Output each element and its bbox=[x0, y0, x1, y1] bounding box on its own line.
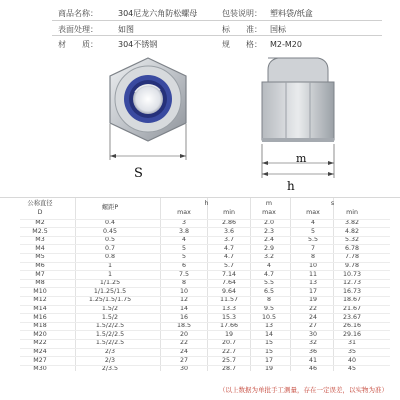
row-divider bbox=[20, 339, 390, 340]
table-cell: 7 bbox=[310, 244, 315, 252]
table-cell: 2/3.5 bbox=[101, 365, 119, 373]
table-cell: 4.82 bbox=[344, 227, 360, 235]
table-cell: 11 bbox=[308, 270, 317, 278]
table-cell: 17 bbox=[264, 356, 273, 364]
table-cell: 4 bbox=[266, 262, 271, 269]
table-cell: 0.7 bbox=[104, 244, 115, 252]
nut-top-view bbox=[110, 58, 186, 141]
table-cell: 45 bbox=[347, 365, 356, 373]
table-cell: 7.78 bbox=[344, 253, 360, 261]
table-cell: 1.5/2/2.5 bbox=[95, 330, 125, 338]
table-cell: 35 bbox=[347, 348, 356, 355]
table-cell: 1 bbox=[107, 262, 112, 269]
header-value: M2-M20 bbox=[270, 40, 302, 49]
row-size-cell: M3 bbox=[35, 236, 45, 244]
row-divider bbox=[20, 279, 390, 280]
table-cell: 1.25/1.5/1.75 bbox=[88, 296, 132, 304]
row-divider bbox=[20, 365, 390, 366]
table-cell: 31 bbox=[347, 339, 356, 347]
row-size-cell: M24 bbox=[33, 348, 47, 355]
row-divider bbox=[20, 253, 390, 254]
header-label: 包装说明： bbox=[222, 9, 262, 18]
col-header-diameter-symbol: D bbox=[37, 209, 43, 216]
table-cell: 1/1.25 bbox=[99, 279, 121, 287]
table-cell: 1.5/2 bbox=[101, 305, 119, 312]
row-size-cell: M5 bbox=[35, 253, 45, 261]
table-cell: 7.64 bbox=[221, 279, 237, 287]
column-divider bbox=[75, 198, 76, 371]
col-header-diameter: 公称直径 bbox=[27, 200, 53, 207]
table-cell: 3 bbox=[181, 219, 186, 226]
table-cell: 29.16 bbox=[342, 330, 362, 338]
row-size-cell: M27 bbox=[33, 356, 47, 364]
table-cell: 13.3 bbox=[221, 305, 237, 312]
table-cell: 4.7 bbox=[223, 244, 234, 252]
col-header-m: m bbox=[265, 200, 273, 207]
header-row bbox=[0, 6, 400, 21]
row-divider bbox=[20, 270, 390, 271]
col-header-s: s bbox=[330, 200, 335, 207]
table-cell: 9.64 bbox=[221, 287, 237, 295]
table-cell: 27 bbox=[179, 356, 188, 364]
table-cell: 6.5 bbox=[263, 287, 274, 295]
table-cell: 1.5/2/2.5 bbox=[95, 322, 125, 330]
row-size-cell: M8 bbox=[35, 279, 45, 287]
table-cell: 17 bbox=[308, 287, 317, 295]
col-header-max: max bbox=[262, 209, 276, 216]
table-cell: 26.16 bbox=[342, 322, 362, 330]
table-cell: 36 bbox=[308, 348, 317, 355]
table-cell: 20 bbox=[179, 330, 188, 338]
row-size-cell: M16 bbox=[33, 313, 47, 321]
row-divider bbox=[20, 330, 390, 331]
row-divider bbox=[20, 262, 390, 263]
row-size-cell: M10 bbox=[33, 287, 47, 295]
row-size-cell: M14 bbox=[33, 305, 47, 312]
table-cell: 8 bbox=[310, 253, 315, 261]
table-cell: 8 bbox=[181, 279, 186, 287]
table-cell: 2.4 bbox=[263, 236, 274, 244]
col-header-min: min bbox=[223, 209, 235, 216]
table-cell: 2/3 bbox=[104, 348, 116, 355]
row-divider bbox=[20, 236, 390, 237]
table-cell: 19 bbox=[264, 365, 273, 373]
table-cell: 3.82 bbox=[344, 219, 360, 226]
dimension-s-label: S bbox=[134, 166, 143, 181]
header-value: 304不锈钢 bbox=[118, 40, 158, 49]
table-cell: 1.5/2 bbox=[101, 313, 119, 321]
table-cell: 3.8 bbox=[178, 227, 189, 235]
table-cell: 10 bbox=[308, 262, 317, 269]
dimension-table bbox=[0, 197, 400, 394]
row-size-cell: M20 bbox=[33, 330, 47, 338]
table-cell: 2.9 bbox=[263, 244, 274, 252]
table-cell: 19 bbox=[224, 330, 233, 338]
table-cell: 14 bbox=[179, 305, 188, 312]
table-cell: 20.7 bbox=[221, 339, 237, 347]
col-header-min: min bbox=[346, 209, 358, 216]
table-cell: 28.7 bbox=[221, 365, 237, 373]
table-cell: 2.86 bbox=[221, 219, 237, 226]
row-size-cell: M6 bbox=[35, 262, 45, 269]
row-size-cell: M12 bbox=[33, 296, 47, 304]
header-label: 商品名称： bbox=[58, 9, 98, 18]
row-size-cell: M2 bbox=[35, 219, 45, 226]
table-cell: 13 bbox=[308, 279, 317, 287]
header-label: 标 准： bbox=[222, 25, 262, 34]
row-size-cell: M22 bbox=[33, 339, 47, 347]
row-divider bbox=[20, 313, 390, 314]
table-cell: 0.8 bbox=[104, 253, 115, 261]
table-cell: 6.78 bbox=[344, 244, 360, 252]
row-size-cell: M30 bbox=[33, 365, 47, 373]
row-size-cell: M4 bbox=[35, 244, 45, 252]
spec-header bbox=[0, 0, 400, 52]
table-cell: 8 bbox=[266, 296, 271, 304]
col-header-max: max bbox=[177, 209, 191, 216]
header-divider bbox=[52, 20, 382, 21]
header-row bbox=[0, 37, 400, 52]
table-cell: 30 bbox=[308, 330, 317, 338]
header-value: 304尼龙六角防松螺母 bbox=[118, 9, 198, 18]
table-cell: 0.4 bbox=[104, 219, 115, 226]
dimension-h-label: h bbox=[287, 179, 295, 193]
table-cell: 12.73 bbox=[342, 279, 362, 287]
table-cell: 17.66 bbox=[219, 322, 239, 330]
header-label: 规 格： bbox=[222, 40, 262, 49]
row-size-cell: M7 bbox=[35, 270, 45, 278]
table-cell: 2.0 bbox=[263, 219, 274, 226]
table-cell: 10.5 bbox=[261, 313, 277, 321]
table-cell: 15 bbox=[264, 348, 273, 355]
table-cell: 5.5 bbox=[307, 236, 318, 244]
table-cell: 5 bbox=[181, 253, 186, 261]
table-cell: 30 bbox=[179, 365, 188, 373]
table-cell: 46 bbox=[308, 365, 317, 373]
row-divider bbox=[20, 244, 390, 245]
col-header-max: max bbox=[306, 209, 320, 216]
table-cell: 16.73 bbox=[342, 287, 362, 295]
table-cell: 6 bbox=[181, 262, 186, 269]
table-cell: 4 bbox=[310, 219, 315, 226]
header-value: 国标 bbox=[270, 25, 286, 34]
table-cell: 24 bbox=[179, 348, 188, 355]
col-header-pitch: 螺距P bbox=[101, 204, 119, 211]
table-cell: 12 bbox=[179, 296, 188, 304]
header-divider bbox=[52, 35, 382, 36]
table-cell: 22.7 bbox=[221, 348, 237, 355]
table-cell: 24 bbox=[308, 313, 317, 321]
table-cell: 18.5 bbox=[176, 322, 192, 330]
row-divider bbox=[20, 287, 390, 288]
table-cell: 5.32 bbox=[344, 236, 360, 244]
table-cell: 10.73 bbox=[342, 270, 362, 278]
table-cell: 41 bbox=[308, 356, 317, 364]
nut-illustration bbox=[0, 52, 400, 197]
table-cell: 23.67 bbox=[342, 313, 362, 321]
table-cell: 5.5 bbox=[263, 279, 274, 287]
row-divider bbox=[20, 227, 390, 228]
table-cell: 4.7 bbox=[263, 270, 274, 278]
table-cell: 40 bbox=[347, 356, 356, 364]
table-cell: 22 bbox=[308, 305, 317, 312]
row-divider bbox=[20, 322, 390, 323]
header-label: 表面处理： bbox=[58, 25, 98, 34]
table-cell: 21.67 bbox=[342, 305, 362, 312]
table-cell: 3.6 bbox=[223, 227, 234, 235]
table-cell: 2.3 bbox=[263, 227, 274, 235]
row-divider bbox=[20, 296, 390, 297]
table-cell: 14 bbox=[264, 330, 273, 338]
table-cell: 32 bbox=[308, 339, 317, 347]
table-cell: 13 bbox=[264, 322, 273, 330]
col-header-h: h bbox=[204, 200, 209, 207]
table-cell: 9.78 bbox=[344, 262, 360, 269]
table-cell: 18.67 bbox=[342, 296, 362, 304]
table-cell: 16 bbox=[179, 313, 188, 321]
table-cell: 0.45 bbox=[102, 227, 118, 235]
dimension-m-label: m bbox=[296, 152, 307, 165]
table-cell: 3.7 bbox=[223, 236, 234, 244]
table-cell: 19 bbox=[308, 296, 317, 304]
table-cell: 27 bbox=[308, 322, 317, 330]
table-cell: 10 bbox=[179, 287, 188, 295]
header-value: 如图 bbox=[118, 25, 134, 34]
table-cell: 5 bbox=[310, 227, 315, 235]
table-cell: 15.3 bbox=[221, 313, 237, 321]
table-cell: 1.5/2/2.5 bbox=[95, 339, 125, 347]
header-label: 材 质： bbox=[58, 40, 98, 49]
table-cell: 4.7 bbox=[223, 253, 234, 261]
header-value: 塑料袋/纸盒 bbox=[270, 9, 313, 18]
row-divider bbox=[20, 219, 390, 220]
table-cell: 7.14 bbox=[221, 270, 237, 278]
table-cell: 25.7 bbox=[221, 356, 237, 364]
table-cell: 5 bbox=[181, 244, 186, 252]
table-cell: 2/3 bbox=[104, 356, 116, 364]
row-divider bbox=[20, 348, 390, 349]
row-size-cell: M18 bbox=[33, 322, 47, 330]
measurement-note: （以上数据为单批手工测量，存在一定误差，以实物为准） bbox=[219, 386, 388, 394]
row-size-cell: M2.5 bbox=[32, 227, 48, 235]
table-cell: 1 bbox=[107, 270, 112, 278]
table-cell: 22 bbox=[179, 339, 188, 347]
table-cell: 15 bbox=[264, 339, 273, 347]
nut-side-view bbox=[262, 58, 334, 142]
row-divider bbox=[20, 305, 390, 306]
table-cell: 0.5 bbox=[104, 236, 115, 244]
table-cell: 3.2 bbox=[263, 253, 274, 261]
table-cell: 1/1.25/1.5 bbox=[93, 287, 127, 295]
table-cell: 11.57 bbox=[219, 296, 239, 304]
table-cell: 5.7 bbox=[223, 262, 234, 269]
product-photo bbox=[0, 52, 400, 197]
row-divider bbox=[20, 356, 390, 357]
table-cell: 7.5 bbox=[178, 270, 189, 278]
table-cell: 9.5 bbox=[263, 305, 274, 312]
table-cell: 4 bbox=[181, 236, 186, 244]
